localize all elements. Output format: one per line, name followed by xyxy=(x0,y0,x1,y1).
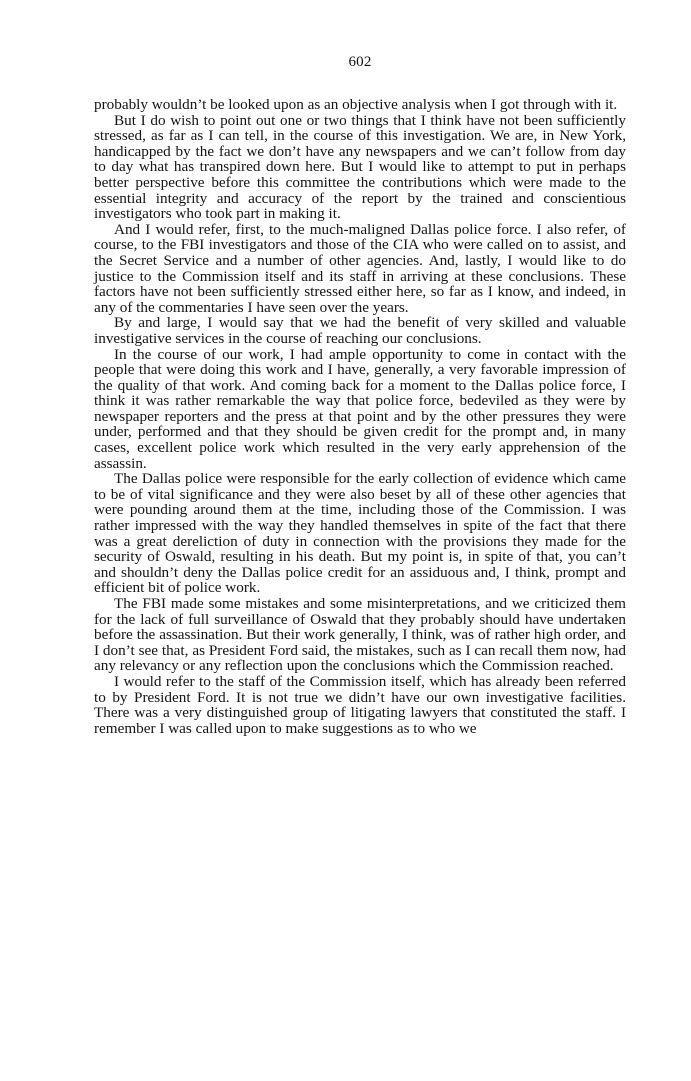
paragraph: By and large, I would say that we had the benefit of very skilled and valuable investigative services in the course of reaching our conclusions. xyxy=(94,314,626,347)
paragraph: The FBI made some mistakes and some misinterpretations, and we criticized them for the lack of full surveillance of Oswald that they probably should have undertaken before the assassination. But their work generally, I think, was of rather high order, and I don’t see that, as President Ford said, the mistakes, such as I can recall them now, had any relevancy or any reflection upon the conclusions which the Commission reached. xyxy=(94,595,626,675)
paragraph: I would refer to the staff of the Commission itself, which has already been referred to by President Ford. It is not true we didn’t have our own investigative facilities. There was a very distinguished group of litigating lawyers that constituted the staff. I remember I was called upon to make suggestions as to who we xyxy=(94,672,626,737)
paragraph: And I would refer, first, to the much-maligned Dallas police force. I also refer, of course, to the FBI investigators and those of the CIA who were called on to assist, and the Secret Service and a number of other agencies. And, lastly, I would like to do justice to the Commission itself and its staff in arriving at these conclusions. These factors have not been sufficiently stressed either here, so far as I know, and indeed, in any of the commentaries I have seen over the years. xyxy=(94,220,626,316)
paragraph: The Dallas police were responsible for the early collection of evidence which came to be of vital significance and they were also beset by all of these other agencies that were pounding around them at the time, including those of the Commission. I was rather impressed with the way they handled themselves in spite of the fact that there was a great dereliction of duty in connection with the provisions they made for the security of Oswald, resulting in his death. But my point is, in spite of that, you can’t and shouldn’t deny the Dallas police credit for an assiduous and, I think, prompt and efficient bit of police work. xyxy=(94,470,626,597)
paragraph: In the course of our work, I had ample opportunity to come in contact with the people that were doing this work and I have, generally, a very favorable impression of the quality of that work. And coming back for a moment to the Dallas police force, I think it was rather remarkable the way that police force, bedeviled as they were by newspaper reporters and the press at that point and by the other pressures they were under, performed and that they should be given credit for the prompt and, in many cases, excellent police work which resulted in the very early apprehension of the assassin. xyxy=(94,345,626,472)
document-page xyxy=(94,54,626,736)
page-number: 602 xyxy=(348,54,372,70)
paragraph-continuation: probably wouldn’t be looked upon as an objective analysis when I got through with it. xyxy=(94,96,618,113)
paragraph: But I do wish to point out one or two things that I think have not been sufficiently stressed, as far as I can tell, in the course of this investigation. We are, in New York, handicapped by the fact we don’t have any newspapers and we can’t follow from day to day what has transpired down here. But I would like to attempt to put in perhaps better perspective before this committee the contributions which were made to the essential integrity and accuracy of the report by the trained and conscientious investigators who took part in making it. xyxy=(94,111,626,223)
